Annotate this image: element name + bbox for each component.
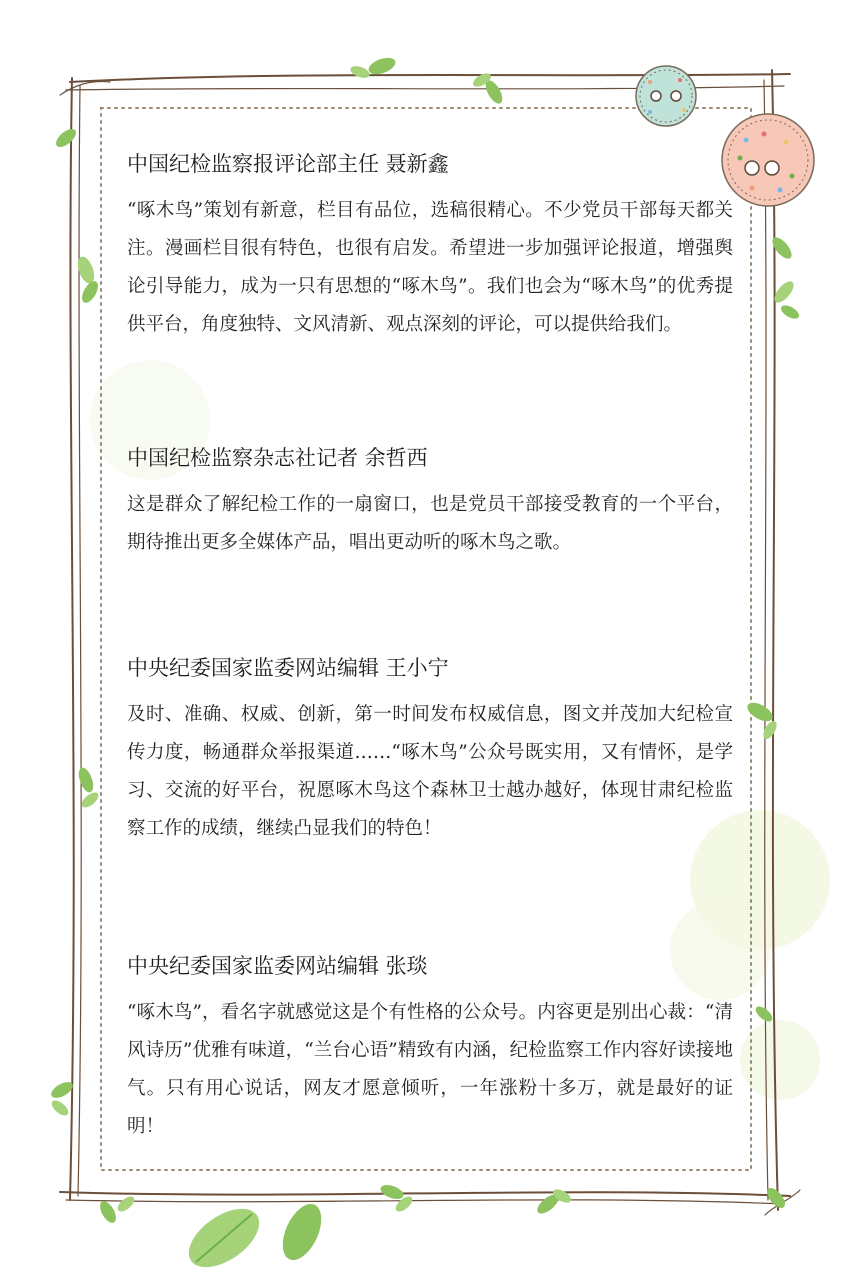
testimonial-section (127, 948, 733, 1146)
section-body: “啄木鸟”策划有新意，栏目有品位，选稿很精心。不少党员干部每天都关注。漫画栏目很有特色，也很有启发。希望进一步加强评论报道，增强舆论引导能力，成为一只有思想的“啄木鸟”。我们也会为“啄木鸟”的优秀提供平台，角度独特、文风清新、观点深刻的评论，可以提供给我们。 (127, 200, 733, 335)
testimonial-section (127, 440, 733, 562)
section-body: “啄木鸟”，看名字就感觉这是个有性格的公众号。内容更是别出心裁：“清风诗历”优雅有味道，“兰台心语”精致有内涵，纪检监察工作内容好读接地气。只有用心说话，网友才愿意倾听，一年涨粉十多万，就是最好的证明！ (127, 1002, 733, 1137)
section-body: 这是群众了解纪检工作的一扇窗口，也是党员干部接受教育的一个平台，期待推出更多全媒体产品，唱出更动听的啄木鸟之歌。 (127, 494, 733, 553)
section-heading: 中国纪检监察杂志社记者 余哲西 (127, 446, 428, 470)
testimonial-section (127, 146, 733, 344)
section-body: 及时、准确、权威、创新，第一时间发布权威信息，图文并茂加大纪检宣传力度，畅通群众举报渠道……“啄木鸟”公众号既实用，又有情怀，是学习、交流的好平台，祝愿啄木鸟这个森林卫士越办越好，体现甘肃纪检监察工作的成绩，继续凸显我们的特色！ (127, 704, 733, 839)
section-heading: 中央纪委国家监委网站编辑 王小宁 (127, 656, 449, 680)
section-heading: 中国纪检监察报评论部主任 聂新鑫 (127, 152, 449, 176)
testimonial-section (127, 650, 733, 848)
section-heading: 中央纪委国家监委网站编辑 张琰 (127, 954, 428, 978)
